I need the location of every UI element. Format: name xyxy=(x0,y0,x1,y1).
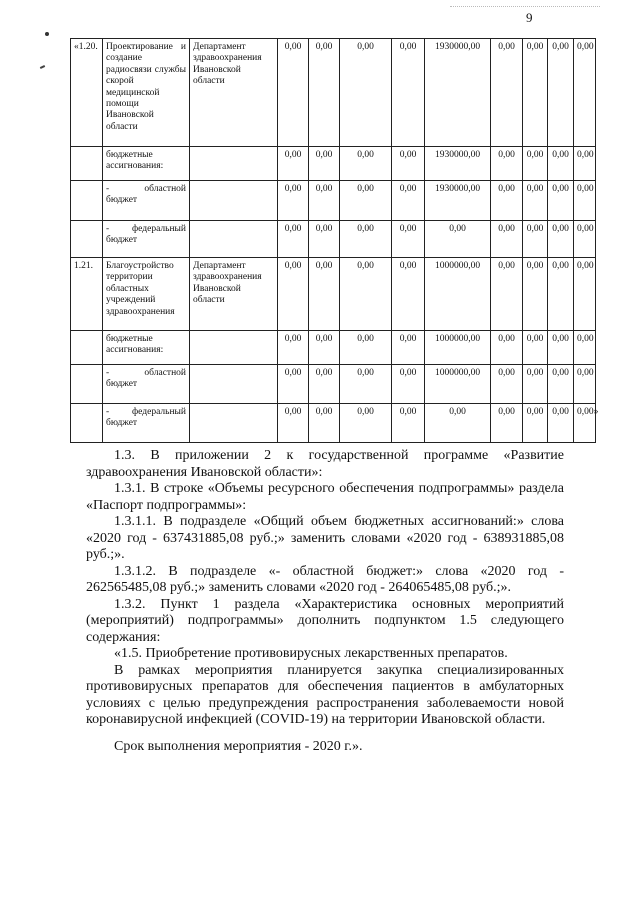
value-cell: 0,00 xyxy=(309,221,340,258)
row-name-cell: бюджетные ассигнования: xyxy=(103,331,190,365)
table-row xyxy=(71,221,621,258)
table-row xyxy=(71,181,621,221)
value-cell: 0,00 xyxy=(523,331,548,365)
page-number: 9 xyxy=(526,10,533,25)
value-cell: 0,00 xyxy=(392,39,425,147)
row-executor-cell xyxy=(190,365,278,404)
value-cell: 1000000,00 xyxy=(425,258,491,331)
scan-artifact-dot xyxy=(45,32,49,36)
row-executor-cell xyxy=(190,181,278,221)
value-cell: 0,00 xyxy=(523,258,548,331)
document-body xyxy=(86,448,564,755)
value-cell: 0,00 xyxy=(491,365,523,404)
row-executor-cell xyxy=(190,331,278,365)
value-cell: 0,00 xyxy=(523,221,548,258)
value-cell: 0,00 xyxy=(309,39,340,147)
value-cell: 0,00 xyxy=(340,404,392,443)
value-cell: 0,00 xyxy=(425,404,491,443)
scan-artifact-mark xyxy=(40,65,45,69)
budget-table xyxy=(70,38,621,443)
paragraph-1-3-1-2: 1.3.1.2. В подразделе «- областной бюджет:» слова «2020 год - 262565485,08 руб.;» заменить словами «2020 год - 264065485,08 руб.;». xyxy=(86,563,564,595)
row-name-cell: Благоустройство территории областных учреждений здравоохранения xyxy=(103,258,190,331)
value-cell: 0,00 xyxy=(548,331,574,365)
value-cell: 0,00 xyxy=(278,221,309,258)
value-cell: 0,00 xyxy=(340,221,392,258)
value-cell: 0,00» xyxy=(574,404,596,443)
value-cell: 0,00 xyxy=(548,147,574,181)
value-cell: 0,00 xyxy=(574,39,596,147)
row-executor-cell xyxy=(190,404,278,443)
value-cell: 0,00 xyxy=(392,181,425,221)
scan-artifact-line xyxy=(450,6,600,9)
paragraph-1-5-title: «1.5. Приобретение противовирусных лекарственных препаратов. xyxy=(114,646,508,661)
value-cell: 0,00 xyxy=(574,181,596,221)
value-cell: 0,00 xyxy=(491,147,523,181)
table-row xyxy=(71,258,621,331)
value-cell: 0,00 xyxy=(309,365,340,404)
value-cell: 1930000,00 xyxy=(425,181,491,221)
value-cell: 0,00 xyxy=(309,258,340,331)
row-executor-cell xyxy=(190,221,278,258)
value-cell: 0,00 xyxy=(392,258,425,331)
row-number-cell xyxy=(71,404,103,443)
value-cell: 0,00 xyxy=(340,258,392,331)
value-cell: 0,00 xyxy=(523,181,548,221)
value-cell: 0,00 xyxy=(574,331,596,365)
value-cell: 0,00 xyxy=(340,39,392,147)
row-name-cell: - областной бюджет xyxy=(103,365,190,404)
table-row xyxy=(71,331,621,365)
row-number-cell xyxy=(71,221,103,258)
value-cell: 0,00 xyxy=(340,181,392,221)
value-cell: 0,00 xyxy=(574,221,596,258)
table-row xyxy=(71,147,621,181)
table-row xyxy=(71,365,621,404)
value-cell: 0,00 xyxy=(523,404,548,443)
value-cell: 0,00 xyxy=(574,147,596,181)
value-cell: 0,00 xyxy=(491,221,523,258)
value-cell: 0,00 xyxy=(548,181,574,221)
value-cell: 0,00 xyxy=(278,365,309,404)
value-cell: 0,00 xyxy=(548,404,574,443)
value-cell: 0,00 xyxy=(278,181,309,221)
row-name-cell: Проектирование и создание радиосвязи службы скорой медицинской помощи Ивановской области xyxy=(103,39,190,147)
value-cell: 0,00 xyxy=(491,39,523,147)
value-cell: 0,00 xyxy=(548,365,574,404)
value-cell: 1000000,00 xyxy=(425,331,491,365)
row-name-cell: - федеральный бюджет xyxy=(103,221,190,258)
value-cell: 0,00 xyxy=(309,404,340,443)
row-name-cell: бюджетные ассигнования: xyxy=(103,147,190,181)
row-name-cell: - областной бюджет xyxy=(103,181,190,221)
paragraph-1-3-2: 1.3.2. Пункт 1 раздела «Характеристика основных мероприятий (мероприятий) подпрограммы» дополнить подпунктом 1.5 следующего содержания: xyxy=(86,596,564,645)
row-name-cell: - федеральный бюджет xyxy=(103,404,190,443)
value-cell: 0,00 xyxy=(309,147,340,181)
value-cell: 0,00 xyxy=(491,258,523,331)
value-cell: 0,00 xyxy=(548,221,574,258)
value-cell: 0,00 xyxy=(278,331,309,365)
paragraph-1-3-1-1: 1.3.1.1. В подразделе «Общий объем бюджетных ассигнований:» слова «2020 год - 637431885,08 руб.;» заменить словами «2020 год - 638931885,08 руб.;». xyxy=(86,514,564,562)
paragraph-1-3-1: 1.3.1. В строке «Объемы ресурсного обеспечения подпрограммы» раздела «Паспорт подпрограммы»: xyxy=(86,481,564,513)
value-cell: 0,00 xyxy=(574,258,596,331)
paragraph-1-5-body: В рамках мероприятия планируется закупка специализированных противовирусных препаратов для обеспечения пациентов в амбулаторных условиях с целью предупреждения распространения заболеваемости новой коронавирусной инфекцией (COVID-19) на территории Ивановской области. xyxy=(86,662,564,727)
value-cell: 0,00 xyxy=(278,147,309,181)
value-cell: 1930000,00 xyxy=(425,39,491,147)
value-cell: 0,00 xyxy=(574,365,596,404)
table-row xyxy=(71,39,621,147)
value-cell: 0,00 xyxy=(340,147,392,181)
value-cell: 0,00 xyxy=(523,147,548,181)
row-number-cell: «1.20. xyxy=(71,39,103,147)
row-executor-cell xyxy=(190,147,278,181)
row-number-cell xyxy=(71,147,103,181)
value-cell: 0,00 xyxy=(491,181,523,221)
value-cell: 1000000,00 xyxy=(425,365,491,404)
value-cell: 0,00 xyxy=(392,147,425,181)
value-cell: 0,00 xyxy=(392,365,425,404)
value-cell: 0,00 xyxy=(278,258,309,331)
value-cell: 0,00 xyxy=(491,404,523,443)
value-cell: 0,00 xyxy=(392,331,425,365)
value-cell: 0,00 xyxy=(309,181,340,221)
value-cell: 0,00 xyxy=(548,258,574,331)
value-cell: 0,00 xyxy=(278,39,309,147)
row-executor-cell: Департамент здравоохранения Ивановской области xyxy=(190,39,278,147)
value-cell: 0,00 xyxy=(548,39,574,147)
row-number-cell xyxy=(71,181,103,221)
row-number-cell: 1.21. xyxy=(71,258,103,331)
value-cell: 0,00 xyxy=(392,404,425,443)
value-cell: 0,00 xyxy=(278,404,309,443)
value-cell: 0,00 xyxy=(523,39,548,147)
value-cell: 1930000,00 xyxy=(425,147,491,181)
value-cell: 0,00 xyxy=(392,221,425,258)
value-cell: 0,00 xyxy=(425,221,491,258)
value-cell: 0,00 xyxy=(340,365,392,404)
value-cell: 0,00 xyxy=(523,365,548,404)
table-row xyxy=(71,404,621,443)
row-number-cell xyxy=(71,365,103,404)
value-cell: 0,00 xyxy=(340,331,392,365)
row-number-cell xyxy=(71,331,103,365)
paragraph-deadline: Срок выполнения мероприятия - 2020 г.». xyxy=(114,738,363,754)
value-cell: 0,00 xyxy=(309,331,340,365)
row-executor-cell: Департамент здравоохранения Ивановской области xyxy=(190,258,278,331)
paragraph-1-3: 1.3. В приложении 2 к государственной программе «Развитие здравоохранения Ивановской области»: xyxy=(86,448,564,480)
value-cell: 0,00 xyxy=(491,331,523,365)
